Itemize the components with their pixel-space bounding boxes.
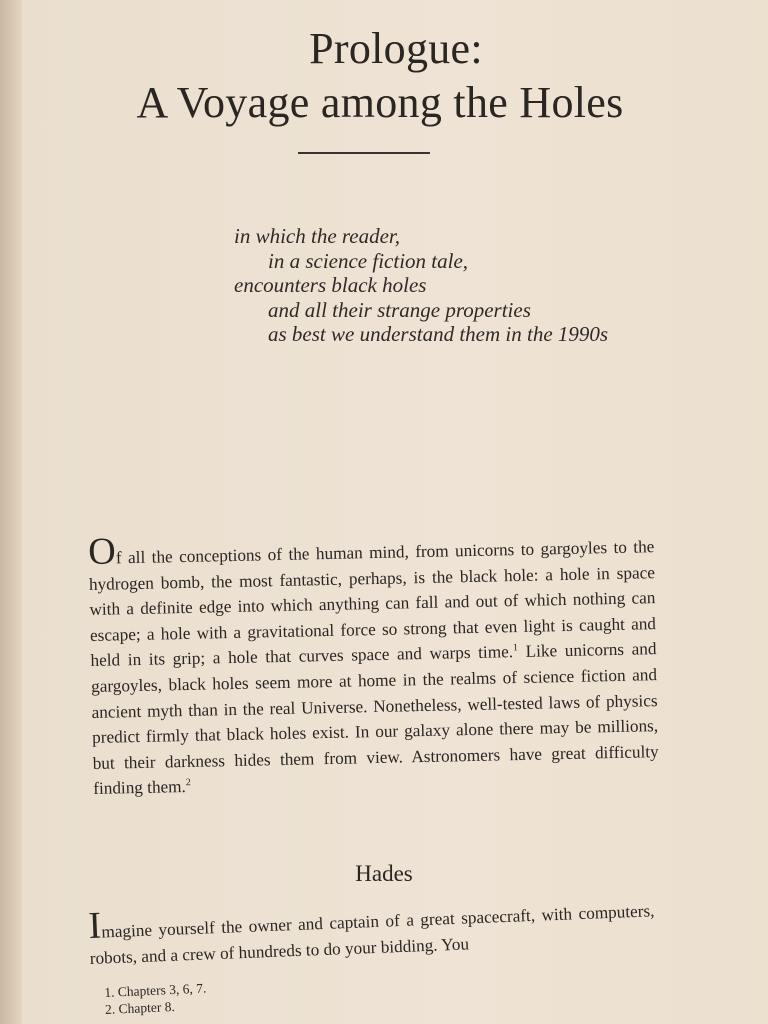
opening-paragraph xyxy=(88,526,659,802)
footnote: 2. Chapter 8. xyxy=(104,998,176,1017)
epigraph-line: in a science fiction tale, xyxy=(268,248,469,273)
epigraph-line: and all their strange properties xyxy=(268,297,531,322)
paragraph-text: Like unicorns and gargoyles, black holes seem more at home in the realms of science fiction and ancient myth than in the real Universe. Nonetheless, well-tested laws of physics predict firmly that black holes exist. In our galaxy alone there may be millions, but their darkness hides them from view. Astronomers have great difficulty finding them. xyxy=(90,639,659,799)
epigraph-line: as best we understand them in the 1990s xyxy=(268,322,609,346)
title-line-2: A Voyage among the Holes xyxy=(136,78,624,127)
paragraph-text: f all the conceptions of the human mind, from unicorns to gargoyles to the hydrogen bomb, the most fantastic, perhaps, is the black hole: a hole in space with a definite edge into which anything can fall and out of which nothing can escape; a hole with a gravitational force so strong that even light is caught and held in its grip; a hole that curves space and warps time. xyxy=(88,537,657,671)
title-divider xyxy=(298,152,430,154)
footnote-ref: 1 xyxy=(512,642,519,654)
title-line-1: Prologue: xyxy=(309,24,483,73)
section-paragraph xyxy=(88,890,656,971)
epigraph-line: in which the reader, xyxy=(234,224,401,248)
drop-cap: I xyxy=(87,904,102,947)
epigraph xyxy=(234,224,608,347)
section-heading: Hades xyxy=(355,861,413,886)
footnote: 1. Chapters 3, 6, 7. xyxy=(104,980,207,1000)
footnotes xyxy=(104,980,207,1018)
epigraph-line: encounters black holes xyxy=(234,273,427,297)
paragraph-text: magine yourself the owner and captain of a great spacecraft, with computers, robots, and a crew of hundreds to do your bidding. You xyxy=(89,901,655,968)
chapter-title xyxy=(0,22,768,130)
drop-cap: O xyxy=(87,530,117,573)
footnote-ref: 2 xyxy=(185,777,191,789)
